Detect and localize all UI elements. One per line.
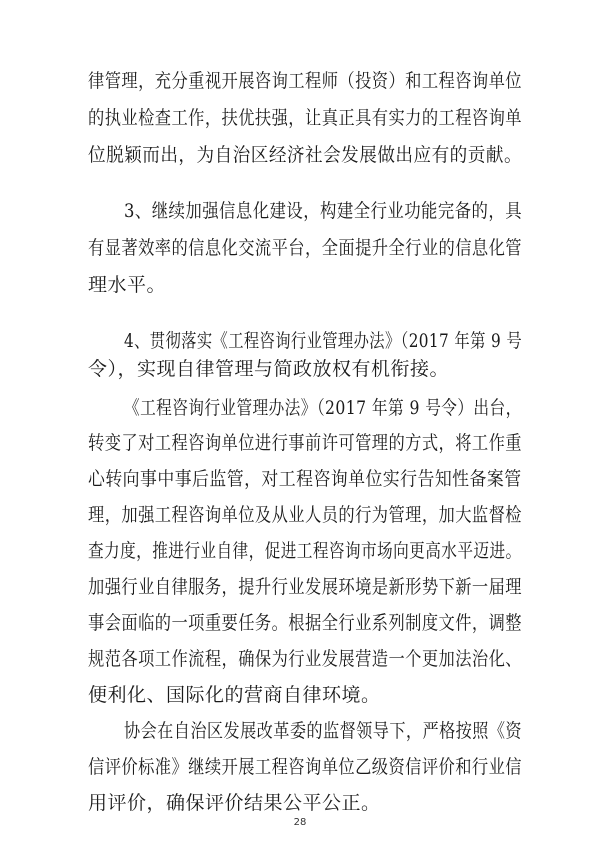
text-line: 《工程咨询行业管理办法》（2017 年第 9 号令）出台， [124,397,522,419]
text-line: 查力度，推进行业自律，促进工程咨询市场向更高水平迈进。 [88,540,522,562]
text-line: 理，加强工程咨询单位及从业人员的行为管理，加大监督检 [88,504,523,526]
text-line: 有显著效率的信息化交流平台，全面提升全行业的信息化管 [88,237,523,259]
text-line: 心转向事中事后监管，对工程咨询单位实行告知性备案管 [88,468,522,490]
text-line: 加强行业自律服务，提升行业发展环境是新形势下新一届理 [88,576,523,598]
text-line: 事会面临的一项重要任务。根据全行业系列制度文件，调整 [88,612,523,634]
text-line: 信评价标准》继续开展工程咨询单位乙级资信评价和行业信 [88,756,523,778]
text-line: 转变了对工程咨询单位进行事前许可管理的方式，将工作重 [88,432,523,454]
text-line: 便利化、国际化的营商自律环境。 [88,684,381,706]
text-line: 协会在自治区发展改革委的监督领导下，严格按照《资 [124,720,523,742]
text-line: 3、继续加强信息化建设，构建全行业功能完备的，具 [124,200,523,222]
text-line: 令），实现自律管理与简政放权有机衔接。 [88,358,450,380]
text-line: 位脱颖而出，为自治区经济社会发展做出应有的贡献。 [88,144,523,166]
text-line: 的执业检查工作，扶优扶强，让真正具有实力的工程咨询单 [88,107,523,129]
text-line: 理水平。 [88,274,167,296]
page-number: 28 [293,817,307,828]
text-line: 规范各项工作流程，确保为行业发展营造一个更加法治化、 [88,648,523,670]
text-line: 4、贯彻落实《工程咨询行业管理办法》（2017 年第 9 号 [124,330,523,352]
text-line: 律管理，充分重视开展咨询工程师（投资）和工程咨询单位 [88,70,523,92]
text-line: 用评价，确保评价结果公平公正。 [88,792,381,814]
